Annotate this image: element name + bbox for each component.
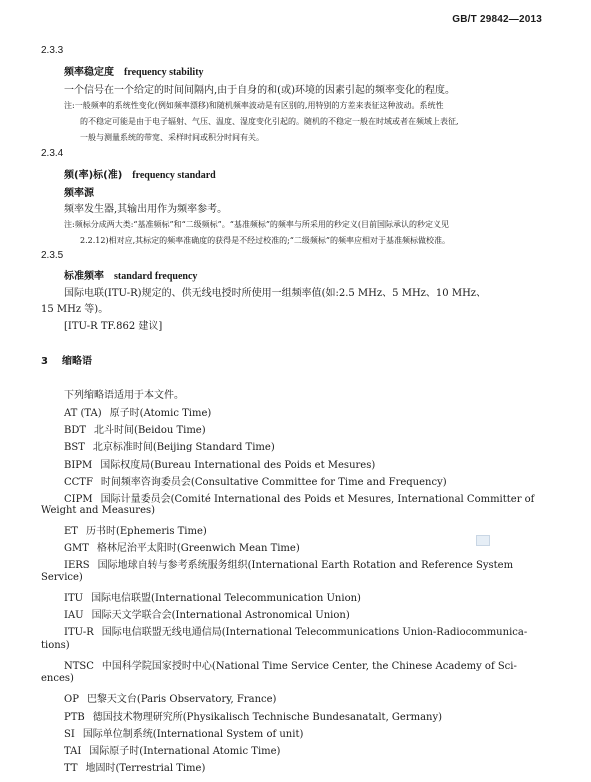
abbreviation-text: 原子时(Atomic Time)	[109, 408, 212, 419]
abbreviation-code: IAU	[64, 610, 84, 621]
term-zh: 标准频率	[64, 271, 104, 282]
alt-term: 频率源	[64, 188, 94, 199]
definition-text: 国际电联(ITU-R)规定的、供无线电授时所使用一组频率值(如:2.5 MHz、5 MHz、10 MHz、	[64, 288, 487, 299]
abbreviation-code: PTB	[64, 712, 85, 723]
definition-text: 一个信号在一个给定的时间间隔内,由于自身的和(或)环境的因素引起的频率变化的程度。	[64, 85, 455, 96]
abbreviation-continuation: ences)	[41, 673, 74, 684]
abbreviation-code: BDT	[64, 425, 87, 436]
abbreviation-text: 时间频率咨询委员会(Consultative Committee for Time and Frequency)	[100, 477, 447, 488]
abbreviation-text: 国际电信联盟(International Telecommunication Union)	[91, 593, 361, 604]
abbreviation-code: BIPM	[64, 460, 93, 471]
abbreviation-text: 德国技术物理研究所(Physikalisch Technische Bundesanatalt, Germany)	[92, 712, 443, 723]
abbreviation-text: 国际电信联盟无线电通信局(International Telecommunications Union-Radiocommunica-	[101, 627, 528, 638]
standard-number: GB/T 29842—2013	[452, 14, 542, 25]
note-line: 的不稳定可能是由于电子辐射、气压、温度、湿度变化引起的。随机的不稳定一般在时域或者在频域上表征,	[80, 117, 459, 126]
abbreviation-continuation: Weight and Measures)	[41, 505, 156, 516]
abbreviation-code: AT (TA)	[64, 408, 102, 419]
term-frequency-stability	[64, 63, 204, 78]
abbreviation-text: 格林尼治平太阳时(Greenwich Mean Time)	[96, 543, 300, 554]
abbreviation-text: 国际单位制系统(International System of unit)	[82, 729, 304, 740]
abbreviation-text: 北斗时间(Beidou Time)	[94, 425, 206, 436]
abbreviation-item	[64, 438, 275, 453]
abbreviation-item	[64, 473, 447, 488]
abbreviation-text: 国际原子时(International Atomic Time)	[89, 746, 281, 757]
abbreviation-code: ET	[64, 526, 78, 537]
scan-mark	[476, 535, 490, 546]
source-reference: [ITU-R TF.862 建议]	[64, 321, 163, 332]
abbreviation-code: TAI	[64, 746, 82, 757]
abbreviation-item	[64, 456, 375, 471]
abbreviation-text: 巴黎天文台(Paris Observatory, France)	[86, 694, 277, 705]
clause-number-2-3-3: 2.3.3	[41, 45, 64, 56]
term-frequency-standard	[64, 166, 216, 181]
abbreviation-item	[64, 421, 206, 436]
abbreviation-item	[64, 725, 303, 740]
term-zh: 频率稳定度	[64, 67, 114, 78]
definition-text: 15 MHz 等)。	[41, 304, 109, 315]
abbreviation-text: 北京标准时间(Beijing Standard Time)	[92, 442, 275, 453]
definition-text: 频率发生器,其输出用作为频率参考。	[64, 204, 228, 215]
abbreviation-text: 地固时(Terrestrial Time)	[85, 763, 206, 774]
abbreviation-continuation: tions)	[41, 640, 70, 651]
term-standard-frequency	[64, 267, 197, 282]
section-number: 3	[41, 356, 48, 367]
abbreviation-code: NTSC	[64, 661, 94, 672]
abbreviation-item	[64, 404, 211, 419]
term-en: standard frequency	[114, 271, 198, 282]
abbreviation-text: 国际权度局(Bureau International des Poids et Mesures)	[100, 460, 376, 471]
clause-number-2-3-4: 2.3.4	[41, 148, 64, 159]
section-title: 缩略语	[61, 356, 92, 367]
abbreviation-code: CCTF	[64, 477, 93, 488]
note-line: 一般与测量系统的带宽、采样时间或积分时间有关。	[80, 133, 264, 142]
note-line: 注:一般频率的系统性变化(例如频率漂移)和随机频率波动是有区别的,用特别的方差来表征这种波动。系统性	[64, 101, 444, 110]
abbreviation-item	[64, 742, 280, 757]
abbreviation-code: SI	[64, 729, 75, 740]
term-en: frequency standard	[132, 170, 216, 181]
abbreviation-code: BST	[64, 442, 85, 453]
abbreviation-item	[64, 690, 276, 705]
term-en: frequency stability	[124, 67, 204, 78]
abbreviation-code: IERS	[64, 560, 90, 571]
abbreviation-code: TT	[64, 763, 78, 774]
abbreviation-text: 中国科学院国家授时中心(National Time Service Center, the Chinese Academy of Sci-	[101, 661, 517, 672]
abbreviation-code: CIPM	[64, 494, 93, 505]
abbreviation-item	[64, 589, 361, 604]
abbreviation-item	[64, 539, 300, 554]
abbreviation-code: GMT	[64, 543, 89, 554]
term-zh: 频(率)标(准)	[64, 170, 123, 181]
clause-number-2-3-5: 2.3.5	[41, 250, 64, 261]
abbreviation-text: 历书时(Ephemeris Time)	[85, 526, 207, 537]
abbreviation-code: ITU	[64, 593, 84, 604]
abbreviation-item	[64, 708, 442, 723]
abbreviation-item	[64, 657, 517, 672]
note-line: 2.2.12)相对应,其标定的频率准确度的获得是不经过校准的;“二级频标”的频率应相对于基准频标做校准。	[80, 236, 450, 245]
note-line: 注:频标分成两大类:“基准频标”和“二级频标”。“基准频标”的频率与所采用的秒定义(目前国际承认的秒定义见	[64, 220, 450, 229]
abbreviation-text: 国际天文学联合会(International Astronomical Union)	[91, 610, 350, 621]
abbreviation-item	[64, 606, 350, 621]
section-intro: 下列缩略语适用于本文件。	[64, 390, 184, 401]
abbreviation-item	[64, 490, 534, 505]
abbreviation-item	[64, 556, 513, 571]
abbreviation-item	[64, 759, 205, 774]
abbreviation-code: OP	[64, 694, 79, 705]
abbreviation-item	[64, 522, 207, 537]
abbreviation-code: ITU-R	[64, 627, 94, 638]
abbreviation-text: 国际地球自转与参考系统服务组织(International Earth Rotation and Reference System	[97, 560, 514, 571]
abbreviation-item	[64, 623, 527, 638]
abbreviation-text: 国际计量委员会(Comité International des Poids et Mesures, International Committer of	[100, 494, 535, 505]
section-heading-3	[41, 352, 92, 367]
abbreviation-continuation: Service)	[41, 572, 83, 583]
